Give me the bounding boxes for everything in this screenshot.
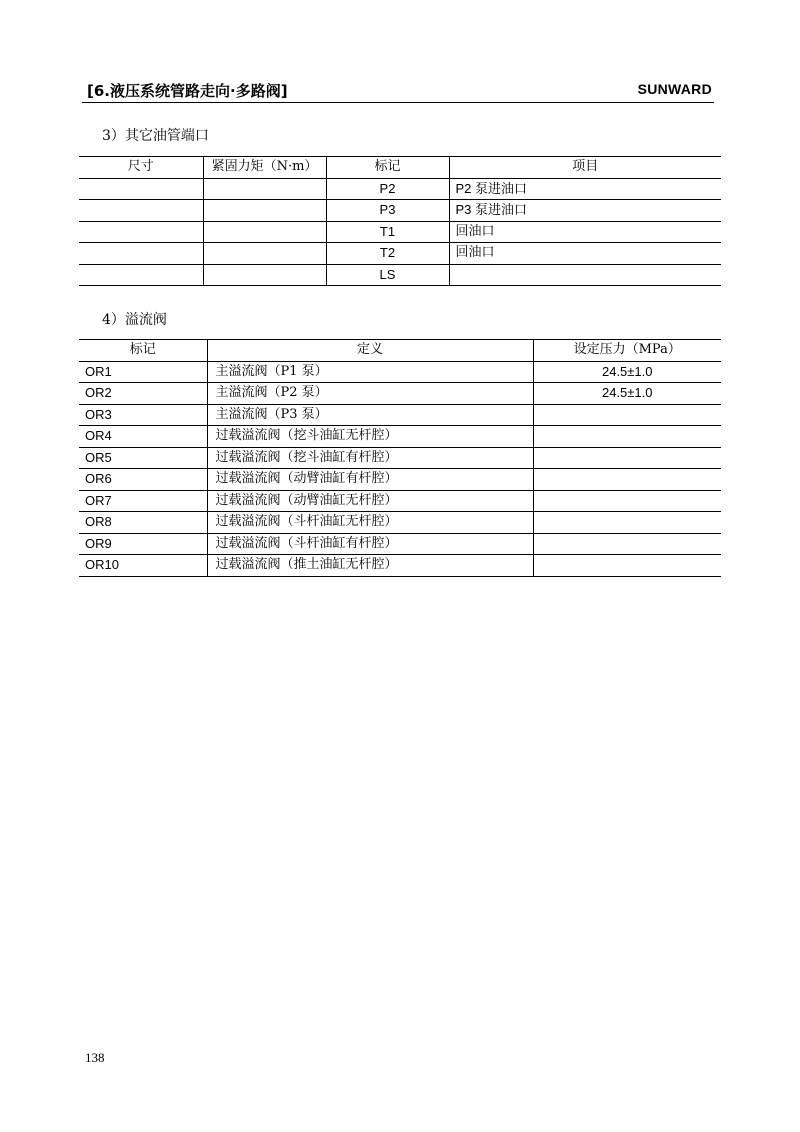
item-cell: P3 泵进油口 (449, 200, 721, 222)
definition-cell: 过载溢流阀（推土油缸无杆腔） (207, 555, 533, 577)
definition-cell: 主溢流阀（P1 泵） (207, 361, 533, 383)
mark-cell: OR4 (79, 426, 207, 448)
item-cell: 回油口 (449, 221, 721, 243)
relief-valve-table (79, 339, 721, 577)
pressure-cell: 24.5±1.0 (533, 383, 721, 405)
table-row (79, 555, 721, 577)
pressure-cell (533, 404, 721, 426)
relief-valve-table-header (79, 340, 721, 362)
size-cell (79, 243, 203, 265)
column-header-mark: 标记 (326, 157, 449, 179)
page-number: 138 (85, 1050, 105, 1065)
table-row (79, 426, 721, 448)
pressure-cell (533, 447, 721, 469)
header-title: [6.液压系统管路走向·多路阀] (87, 82, 288, 100)
mark-cell: OR8 (79, 512, 207, 534)
pressure-cell: 24.5±1.0 (533, 361, 721, 383)
page-header (82, 80, 714, 103)
table-row (79, 490, 721, 512)
ports-table-header (79, 157, 721, 179)
item-cell: 回油口 (449, 243, 721, 265)
column-header-mark: 标记 (79, 340, 207, 362)
table-row (79, 221, 721, 243)
mark-cell: T2 (326, 243, 449, 265)
definition-cell: 主溢流阀（P2 泵） (207, 383, 533, 405)
definition-cell: 过载溢流阀（挖斗油缸有杆腔） (207, 447, 533, 469)
column-header-pressure: 设定压力（MPa） (533, 340, 721, 362)
mark-cell: LS (326, 264, 449, 286)
table-row (79, 512, 721, 534)
item-cell (449, 264, 721, 286)
definition-cell: 过载溢流阀（动臂油缸有杆腔） (207, 469, 533, 491)
mark-cell: OR1 (79, 361, 207, 383)
table-row (79, 361, 721, 383)
definition-cell: 主溢流阀（P3 泵） (207, 404, 533, 426)
definition-cell: 过载溢流阀（挖斗油缸无杆腔） (207, 426, 533, 448)
size-cell (79, 200, 203, 222)
mark-cell: OR5 (79, 447, 207, 469)
table-row (79, 447, 721, 469)
item-cell: P2 泵进油口 (449, 178, 721, 200)
size-cell (79, 264, 203, 286)
column-header-item: 项目 (449, 157, 721, 179)
section-4-title: 4）溢流阀 (102, 312, 167, 328)
pressure-cell (533, 426, 721, 448)
mark-cell: OR3 (79, 404, 207, 426)
mark-cell: P3 (326, 200, 449, 222)
mark-cell: OR2 (79, 383, 207, 405)
definition-cell: 过载溢流阀（斗杆油缸无杆腔） (207, 512, 533, 534)
table-row (79, 200, 721, 222)
torque-cell (203, 264, 326, 286)
size-cell (79, 178, 203, 200)
table-row (79, 264, 721, 286)
torque-cell (203, 221, 326, 243)
column-header-size: 尺寸 (79, 157, 203, 179)
table-row (79, 469, 721, 491)
torque-cell (203, 178, 326, 200)
table-row (79, 383, 721, 405)
size-cell (79, 221, 203, 243)
pressure-cell (533, 533, 721, 555)
table-row (79, 533, 721, 555)
mark-cell: P2 (326, 178, 449, 200)
mark-cell: OR6 (79, 469, 207, 491)
ports-table (79, 156, 721, 286)
definition-cell: 过载溢流阀（动臂油缸无杆腔） (207, 490, 533, 512)
pressure-cell (533, 555, 721, 577)
mark-cell: T1 (326, 221, 449, 243)
pressure-cell (533, 469, 721, 491)
column-header-torque: 紧固力矩（N·m） (203, 157, 326, 179)
mark-cell: OR10 (79, 555, 207, 577)
torque-cell (203, 243, 326, 265)
section-3-title: 3）其它油管端口 (102, 128, 209, 144)
pressure-cell (533, 512, 721, 534)
torque-cell (203, 200, 326, 222)
definition-cell: 过载溢流阀（斗杆油缸有杆腔） (207, 533, 533, 555)
mark-cell: OR7 (79, 490, 207, 512)
table-row (79, 178, 721, 200)
table-row (79, 243, 721, 265)
column-header-definition: 定义 (207, 340, 533, 362)
mark-cell: OR9 (79, 533, 207, 555)
table-row (79, 404, 721, 426)
brand-name: SUNWARD (637, 81, 712, 97)
pressure-cell (533, 490, 721, 512)
